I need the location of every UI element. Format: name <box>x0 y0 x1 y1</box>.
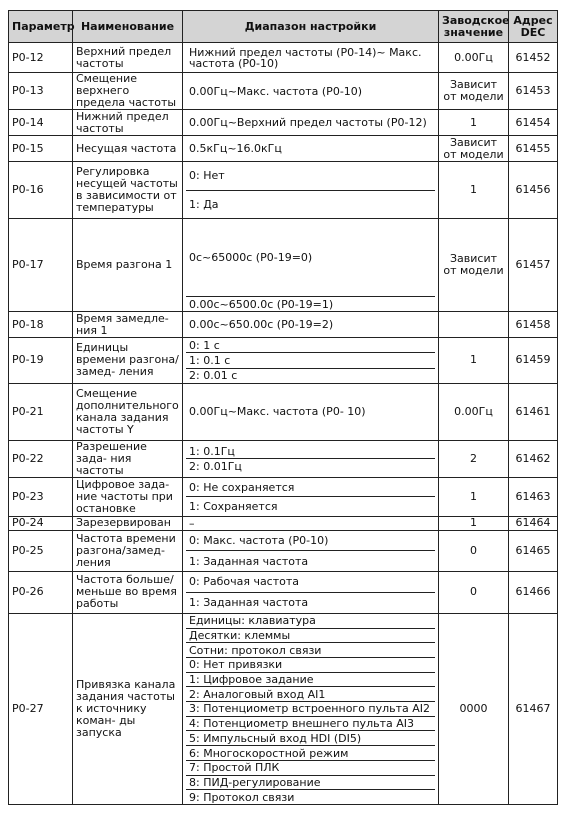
range-option: 0: Нет привязки <box>186 657 435 672</box>
parameter-table <box>8 10 558 805</box>
table-row <box>9 136 558 162</box>
default-cell: 0000 <box>439 613 509 804</box>
address-cell: 61461 <box>509 383 558 440</box>
range-cell <box>183 613 439 804</box>
range-option: 1: Цифровое задание <box>186 672 435 687</box>
default-cell: 0 <box>439 530 509 571</box>
header-address: Адрес DEC <box>509 11 558 43</box>
range-option: 0.00Гц~Макс. частота (P0-10) <box>189 84 363 98</box>
address-cell: 61467 <box>509 613 558 804</box>
header-param: Параметр <box>9 11 73 43</box>
range-option: 0.00Гц~Макс. частота (P0- 10) <box>189 405 366 419</box>
header-name: Наименование <box>73 11 183 43</box>
param-cell: P0-27 <box>9 613 73 804</box>
name-cell: Частота времени разгона/замед- ления <box>73 530 183 571</box>
address-cell: 61462 <box>509 440 558 477</box>
name-cell: Разрешение зада- ния частоты <box>73 440 183 477</box>
range-option: Нижний предел частоты (P0-14)~ Макс. частота (P0-10) <box>189 45 422 70</box>
default-cell: 2 <box>439 440 509 477</box>
name-cell: Нижний предел частоты <box>73 110 183 136</box>
address-cell: 61452 <box>509 43 558 73</box>
table-row <box>9 571 558 613</box>
range-cell <box>183 312 439 338</box>
range-cell <box>183 440 439 477</box>
default-cell: 1 <box>439 162 509 219</box>
range-option: 3: Потенциометр встроенного пульта AI2 <box>186 701 435 716</box>
address-cell: 61458 <box>509 312 558 338</box>
name-cell: Верхний предел частоты <box>73 43 183 73</box>
range-cell <box>183 571 439 613</box>
range-option: 4: Потенциометр внешнего пульта AI3 <box>186 716 435 731</box>
range-option: 6: Многоскоростной режим <box>186 745 435 760</box>
address-cell: 61463 <box>509 477 558 516</box>
range-cell <box>183 162 439 219</box>
range-option: 2: Аналоговый вход AI1 <box>186 686 435 701</box>
param-cell: P0-26 <box>9 571 73 613</box>
name-cell: Привязка канала задания частоты к источнику коман- ды запуска <box>73 613 183 804</box>
table-row <box>9 516 558 530</box>
name-cell: Частота больше/ меньше во время работы <box>73 571 183 613</box>
range-option: 0: Макс. частота (P0-10) <box>189 534 329 548</box>
address-cell: 61456 <box>509 162 558 219</box>
range-cell <box>183 530 439 571</box>
default-cell: Зависит от модели <box>439 136 509 162</box>
range-cell <box>183 516 439 530</box>
name-cell: Единицы времени разгона/замед- ления <box>73 338 183 384</box>
range-option: 2: 0.01Гц <box>186 458 435 473</box>
range-option: 8: ПИД-регулирование <box>186 775 435 790</box>
range-cell <box>183 43 439 73</box>
param-cell: P0-15 <box>9 136 73 162</box>
range-option: 0.00с~650.00с (P0-19=2) <box>189 318 334 331</box>
address-cell: 61453 <box>509 73 558 110</box>
param-cell: P0-16 <box>9 162 73 219</box>
range-cell <box>183 477 439 516</box>
range-option: 9: Протокол связи <box>186 789 435 804</box>
range-option: 0: Не сохраняется <box>189 480 295 494</box>
table-row <box>9 383 558 440</box>
default-cell: 0 <box>439 571 509 613</box>
range-option: 0: Рабочая частота <box>189 575 300 589</box>
param-cell: P0-22 <box>9 440 73 477</box>
header-row <box>9 11 558 43</box>
range-option: 0с~65000с (P0-19=0) <box>189 251 313 264</box>
range-option: 7: Простой ПЛК <box>186 760 435 775</box>
table-row <box>9 110 558 136</box>
table-row <box>9 338 558 384</box>
range-option: – <box>189 516 195 530</box>
name-cell: Время разгона 1 <box>73 219 183 312</box>
param-cell: P0-14 <box>9 110 73 136</box>
default-cell: 0.00Гц <box>439 43 509 73</box>
header-default: Заводское значение <box>439 11 509 43</box>
param-cell: P0-12 <box>9 43 73 73</box>
default-cell: Зависит от модели <box>439 73 509 110</box>
range-option: 1: Сохраняется <box>186 496 435 516</box>
name-cell: Цифровое зада- ние частоты при остановке <box>73 477 183 516</box>
param-cell: P0-13 <box>9 73 73 110</box>
default-cell: 1 <box>439 516 509 530</box>
range-cell <box>183 73 439 110</box>
range-cell <box>183 338 439 384</box>
table-row <box>9 477 558 516</box>
range-option: 5: Импульсный вход HDI (DI5) <box>186 730 435 745</box>
range-option: 1: Заданная частота <box>186 550 435 571</box>
address-cell: 61459 <box>509 338 558 384</box>
range-option: Сотни: протокол связи <box>186 642 435 657</box>
range-option: 0.00с~6500.0с (P0-19=1) <box>186 296 435 311</box>
name-cell: Смещение верхнего предела частоты <box>73 73 183 110</box>
table-row <box>9 440 558 477</box>
range-cell <box>183 136 439 162</box>
range-option: 2: 0.01 с <box>186 368 435 383</box>
range-cell <box>183 110 439 136</box>
range-option: 1: Заданная частота <box>186 592 435 613</box>
range-option: Десятки: клеммы <box>186 628 435 643</box>
param-cell: P0-25 <box>9 530 73 571</box>
table-row <box>9 219 558 312</box>
name-cell: Смещение дополнительного канала задания частоты Y <box>73 383 183 440</box>
address-cell: 61457 <box>509 219 558 312</box>
table-row <box>9 43 558 73</box>
table-row <box>9 73 558 110</box>
range-option: Единицы: клавиатура <box>189 614 316 628</box>
param-cell: P0-19 <box>9 338 73 384</box>
default-cell: 1 <box>439 338 509 384</box>
range-option: 1: Да <box>186 190 435 219</box>
param-cell: P0-24 <box>9 516 73 530</box>
param-cell: P0-17 <box>9 219 73 312</box>
table-row <box>9 530 558 571</box>
default-cell: Зависит от модели <box>439 219 509 312</box>
range-option: 1: 0.1Гц <box>189 445 235 459</box>
default-cell: 0.00Гц <box>439 383 509 440</box>
name-cell: Время замедле- ния 1 <box>73 312 183 338</box>
name-cell: Несущая частота <box>73 136 183 162</box>
name-cell: Зарезервирован <box>73 516 183 530</box>
range-option: 0.00Гц~Верхний предел частоты (P0-12) <box>189 116 427 129</box>
address-cell: 61455 <box>509 136 558 162</box>
range-cell <box>183 219 439 312</box>
range-cell <box>183 383 439 440</box>
range-option: 0.5кГц~16.0кГц <box>189 142 282 155</box>
address-cell: 61464 <box>509 516 558 530</box>
range-option: 1: 0.1 с <box>186 352 435 367</box>
header-range: Диапазон настройки <box>183 11 439 43</box>
param-cell: P0-18 <box>9 312 73 338</box>
default-cell: 1 <box>439 110 509 136</box>
param-cell: P0-21 <box>9 383 73 440</box>
address-cell: 61466 <box>509 571 558 613</box>
param-cell: P0-23 <box>9 477 73 516</box>
table-row <box>9 312 558 338</box>
range-option: 0: Нет <box>189 169 225 183</box>
address-cell: 61465 <box>509 530 558 571</box>
default-cell <box>439 312 509 338</box>
default-cell: 1 <box>439 477 509 516</box>
table-row <box>9 613 558 804</box>
name-cell: Регулировка несущей частоты в зависимости от температуры <box>73 162 183 219</box>
range-option: 0: 1 с <box>189 338 220 352</box>
address-cell: 61454 <box>509 110 558 136</box>
table-row <box>9 162 558 219</box>
